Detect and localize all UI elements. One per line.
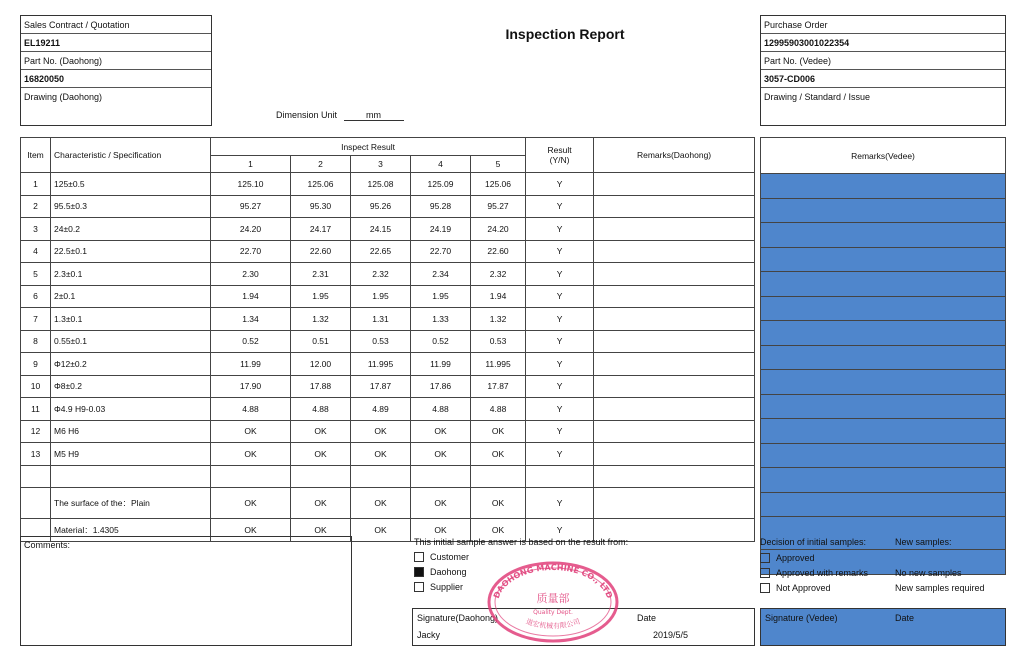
col-item-header: Item [21, 138, 51, 173]
result-cell: Y [526, 488, 594, 519]
remarks-vedee-cell [761, 394, 1006, 419]
measurement-cell: 0.53 [471, 330, 526, 353]
measurement-cell: 22.70 [411, 240, 471, 263]
decision-option-label: Not Approved [776, 582, 831, 593]
measurement-cell: OK [351, 420, 411, 443]
measurement-cell: OK [471, 519, 526, 542]
measurement-cell: 4.88 [291, 398, 351, 421]
purchase-order-label: Purchase Order [761, 16, 1005, 34]
measurement-cell: 4.88 [211, 398, 291, 421]
measurement-cell: 2.31 [291, 263, 351, 286]
remarks-daohong-cell [594, 420, 755, 443]
result-cell: Y [526, 398, 594, 421]
measurement-cell [471, 465, 526, 488]
measurement-cell: OK [471, 420, 526, 443]
measurement-cell: 2.34 [411, 263, 471, 286]
measurement-cell: 1.32 [291, 308, 351, 331]
table-row [21, 195, 755, 218]
remarks-daohong-cell [594, 240, 755, 263]
remarks-daohong-cell [594, 398, 755, 421]
spec-cell: 22.5±0.1 [51, 240, 211, 263]
spec-cell: The surface of the：Plain [51, 488, 211, 519]
measurement-cell: 12.00 [291, 353, 351, 376]
spec-cell: 2±0.1 [51, 285, 211, 308]
measurement-cell: 0.53 [351, 330, 411, 353]
item-cell: 2 [21, 195, 51, 218]
col-spec-header: Characteristic / Specification [51, 138, 211, 173]
measurement-cell: 22.60 [471, 240, 526, 263]
decision-option[interactable] [760, 580, 1006, 595]
vedee-date-label: Date [895, 613, 915, 623]
item-cell: 11 [21, 398, 51, 421]
quality-stamp-seal [486, 560, 620, 644]
result-cell: Y [526, 375, 594, 398]
table-row [21, 353, 755, 376]
item-cell: 9 [21, 353, 51, 376]
decision-option-note: No new samples [895, 567, 962, 578]
measurement-cell [291, 465, 351, 488]
date-value: 2019/5/5 [653, 630, 689, 640]
checkbox[interactable] [414, 582, 424, 592]
checkbox[interactable] [760, 553, 770, 563]
measurement-cell: 0.51 [291, 330, 351, 353]
measurement-cell: OK [291, 519, 351, 542]
table-row [21, 465, 755, 488]
remarks-vedee-cell [761, 468, 1006, 493]
table-row [21, 263, 755, 286]
measurement-cell: 95.27 [211, 195, 291, 218]
measurement-cell: 22.60 [291, 240, 351, 263]
col-result-label: Result [547, 145, 572, 155]
item-cell: 1 [21, 173, 51, 196]
vedee-header-box [760, 15, 1006, 126]
measurement-cell: OK [291, 420, 351, 443]
spec-cell: Φ4.9 H9-0.03 [51, 398, 211, 421]
measurement-cell: 125.06 [291, 173, 351, 196]
spec-cell: Φ12±0.2 [51, 353, 211, 376]
result-cell: Y [526, 195, 594, 218]
measurement-cell: 4.89 [351, 398, 411, 421]
remarks-daohong-cell [594, 488, 755, 519]
measurement-cell [211, 465, 291, 488]
purchase-order-value: 12995903001022354 [761, 34, 1005, 52]
item-cell: 7 [21, 308, 51, 331]
inspection-table [20, 137, 755, 542]
result-cell: Y [526, 420, 594, 443]
spec-cell: Φ8±0.2 [51, 375, 211, 398]
measurement-cell: 24.20 [211, 218, 291, 241]
item-cell: 5 [21, 263, 51, 286]
remarks-daohong-cell [594, 263, 755, 286]
sales-contract-label: Sales Contract / Quotation [21, 16, 211, 34]
item-cell: 13 [21, 443, 51, 466]
decision-option[interactable] [760, 565, 1006, 580]
svg-text:道宏机械有限公司 [525, 617, 581, 631]
item-cell: 3 [21, 218, 51, 241]
item-cell: 12 [21, 420, 51, 443]
dimension-unit-value: mm [344, 110, 404, 121]
decision-option-note: New samples required [895, 582, 985, 593]
measurement-cell: OK [351, 488, 411, 519]
checkbox[interactable] [414, 567, 424, 577]
col-result-header [526, 138, 594, 173]
sample-col-header: 4 [411, 156, 471, 173]
measurement-cell: 24.15 [351, 218, 411, 241]
measurement-cell: OK [211, 420, 291, 443]
basis-option-label: Customer [430, 551, 470, 562]
measurement-cell: OK [471, 443, 526, 466]
result-cell: Y [526, 308, 594, 331]
table-row [21, 420, 755, 443]
measurement-cell: 1.95 [411, 285, 471, 308]
result-cell: Y [526, 173, 594, 196]
col-result-sublabel: (Y/N) [549, 155, 570, 165]
decision-label: Decision of initial samples: [760, 537, 867, 547]
drawing-vedee-label: Drawing / Standard / Issue [764, 92, 871, 102]
col-inspect-header: Inspect Result [211, 138, 526, 156]
result-cell: Y [526, 330, 594, 353]
measurement-cell: 95.27 [471, 195, 526, 218]
spec-cell: Material：1.4305 [51, 519, 211, 542]
measurement-cell: 11.995 [351, 353, 411, 376]
table-row [21, 398, 755, 421]
remarks-vedee-cell [761, 321, 1006, 346]
part-no-daohong-label: Part No. (Daohong) [21, 52, 211, 70]
part-no-vedee-label: Part No. (Vedee) [761, 52, 1005, 70]
decision-option[interactable] [760, 550, 1006, 565]
item-cell: 10 [21, 375, 51, 398]
measurement-cell: 125.08 [351, 173, 411, 196]
checkbox[interactable] [760, 568, 770, 578]
remarks-daohong-cell [594, 443, 755, 466]
table-row [21, 375, 755, 398]
stamp-bottom-text: 道宏机械有限公司 [524, 617, 582, 631]
result-cell: Y [526, 263, 594, 286]
measurement-cell: OK [411, 519, 471, 542]
remarks-daohong-cell [594, 465, 755, 488]
item-cell: 6 [21, 285, 51, 308]
remarks-daohong-cell [594, 353, 755, 376]
result-cell: Y [526, 218, 594, 241]
sample-col-header: 5 [471, 156, 526, 173]
daohong-header-box [20, 15, 212, 126]
measurement-cell: OK [351, 519, 411, 542]
table-row [21, 218, 755, 241]
remarks-daohong-cell [594, 218, 755, 241]
measurement-cell: 11.995 [471, 353, 526, 376]
measurement-cell: 1.33 [411, 308, 471, 331]
remarks-vedee-cell [761, 198, 1006, 223]
table-row [21, 330, 755, 353]
measurement-cell: OK [471, 488, 526, 519]
measurement-cell: 95.30 [291, 195, 351, 218]
result-cell: Y [526, 519, 594, 542]
comments-label: Comments: [24, 540, 71, 550]
col-remarks-vedee-header: Remarks(Vedee) [761, 138, 1006, 174]
measurement-cell: 22.65 [351, 240, 411, 263]
measurement-cell: OK [351, 443, 411, 466]
remarks-vedee-cell [761, 492, 1006, 517]
measurement-cell: 11.99 [411, 353, 471, 376]
result-cell: Y [526, 353, 594, 376]
remarks-daohong-cell [594, 173, 755, 196]
measurement-cell: 0.52 [411, 330, 471, 353]
dimension-unit-label: Dimension Unit [276, 110, 338, 120]
spec-cell: 0.55±0.1 [51, 330, 211, 353]
measurement-cell: 2.30 [211, 263, 291, 286]
remarks-vedee-cell [761, 174, 1006, 199]
measurement-cell: 24.20 [471, 218, 526, 241]
measurement-cell: 4.88 [411, 398, 471, 421]
remarks-vedee-cell [761, 296, 1006, 321]
signature-label: Signature(Daohong) [417, 613, 499, 623]
signature-value: Jacky [417, 630, 441, 640]
stamp-top-text: DAOHONG MACHINE CO., LTD [491, 562, 615, 600]
result-cell: Y [526, 240, 594, 263]
basis-option-label: Daohong [430, 566, 467, 577]
measurement-cell: OK [291, 488, 351, 519]
col-remarks-daohong-header: Remarks(Daohong) [594, 138, 755, 173]
table-row [21, 240, 755, 263]
vedee-signature-box [760, 608, 1006, 646]
remarks-vedee-cell [761, 345, 1006, 370]
item-cell: 8 [21, 330, 51, 353]
remarks-daohong-cell [594, 285, 755, 308]
remarks-daohong-cell [594, 195, 755, 218]
measurement-cell: 24.17 [291, 218, 351, 241]
spec-cell [51, 465, 211, 488]
date-label: Date [637, 613, 657, 623]
spec-cell: M5 H9 [51, 443, 211, 466]
item-cell [21, 488, 51, 519]
measurement-cell: OK [411, 420, 471, 443]
remarks-vedee-cell [761, 223, 1006, 248]
result-cell [526, 465, 594, 488]
basis-label: This initial sample answer is based on the result from: [414, 537, 629, 547]
table-row [21, 308, 755, 331]
measurement-cell [351, 465, 411, 488]
sample-col-header: 3 [351, 156, 411, 173]
sample-col-header: 2 [291, 156, 351, 173]
measurement-cell: OK [291, 443, 351, 466]
measurement-cell: 1.94 [471, 285, 526, 308]
item-cell [21, 465, 51, 488]
result-cell: Y [526, 443, 594, 466]
measurement-cell: 125.09 [411, 173, 471, 196]
new-samples-label: New samples: [895, 537, 952, 547]
result-cell: Y [526, 285, 594, 308]
spec-cell: 24±0.2 [51, 218, 211, 241]
stamp-sub-text: Quality Dept. [533, 609, 573, 616]
basis-option-label: Supplier [430, 581, 464, 592]
vedee-signature-label: Signature (Vedee) [765, 613, 838, 623]
remarks-vedee-cell [761, 419, 1006, 444]
measurement-cell: 17.88 [291, 375, 351, 398]
drawing-daohong-label: Drawing (Daohong) [24, 92, 103, 102]
measurement-cell: 125.10 [211, 173, 291, 196]
spec-cell: 1.3±0.1 [51, 308, 211, 331]
measurement-cell: 1.95 [351, 285, 411, 308]
remarks-daohong-cell [594, 330, 755, 353]
measurement-cell: 2.32 [351, 263, 411, 286]
measurement-cell: 1.31 [351, 308, 411, 331]
spec-cell: M6 H6 [51, 420, 211, 443]
sales-contract-value: EL19211 [21, 34, 211, 52]
report-title: Inspection Report [505, 26, 625, 42]
remarks-vedee-cell [761, 443, 1006, 468]
measurement-cell: 4.88 [471, 398, 526, 421]
measurement-cell: 0.52 [211, 330, 291, 353]
measurement-cell: OK [411, 488, 471, 519]
remarks-daohong-cell [594, 308, 755, 331]
checkbox[interactable] [414, 552, 424, 562]
table-row [21, 443, 755, 466]
measurement-cell: 17.86 [411, 375, 471, 398]
measurement-cell: 17.87 [471, 375, 526, 398]
measurement-cell: OK [211, 488, 291, 519]
measurement-cell: 95.26 [351, 195, 411, 218]
sample-col-header: 1 [211, 156, 291, 173]
measurement-cell: 17.90 [211, 375, 291, 398]
measurement-cell: 125.06 [471, 173, 526, 196]
measurement-cell: 17.87 [351, 375, 411, 398]
dimension-unit [276, 110, 404, 121]
table-row [21, 173, 755, 196]
measurement-cell: 1.94 [211, 285, 291, 308]
measurement-cell: OK [211, 443, 291, 466]
comments-box [20, 536, 352, 646]
table-row [21, 488, 755, 519]
decision-option-label: Approved [776, 552, 815, 563]
measurement-cell: 2.32 [471, 263, 526, 286]
measurement-cell: 22.70 [211, 240, 291, 263]
measurement-cell: OK [411, 443, 471, 466]
spec-cell: 125±0.5 [51, 173, 211, 196]
measurement-cell: 1.34 [211, 308, 291, 331]
spec-cell: 2.3±0.1 [51, 263, 211, 286]
decision-section [760, 537, 1006, 595]
measurement-cell: 11.99 [211, 353, 291, 376]
vedee-remarks-table [760, 137, 1006, 575]
remarks-vedee-cell [761, 247, 1006, 272]
measurement-cell [411, 465, 471, 488]
measurement-cell: 24.19 [411, 218, 471, 241]
measurement-cell: 1.32 [471, 308, 526, 331]
stamp-center-text: 质量部 [536, 592, 570, 605]
checkbox[interactable] [760, 583, 770, 593]
part-no-vedee-value: 3057-CD006 [761, 70, 1005, 88]
measurement-cell: 1.95 [291, 285, 351, 308]
remarks-vedee-cell [761, 272, 1006, 297]
part-no-daohong-value: 16820050 [21, 70, 211, 88]
remarks-vedee-cell [761, 370, 1006, 395]
spec-cell: 95.5±0.3 [51, 195, 211, 218]
measurement-cell: OK [211, 519, 291, 542]
measurement-cell: 95.28 [411, 195, 471, 218]
item-cell: 4 [21, 240, 51, 263]
remarks-daohong-cell [594, 375, 755, 398]
table-row [21, 285, 755, 308]
decision-option-label: Approved with remarks [776, 567, 869, 578]
